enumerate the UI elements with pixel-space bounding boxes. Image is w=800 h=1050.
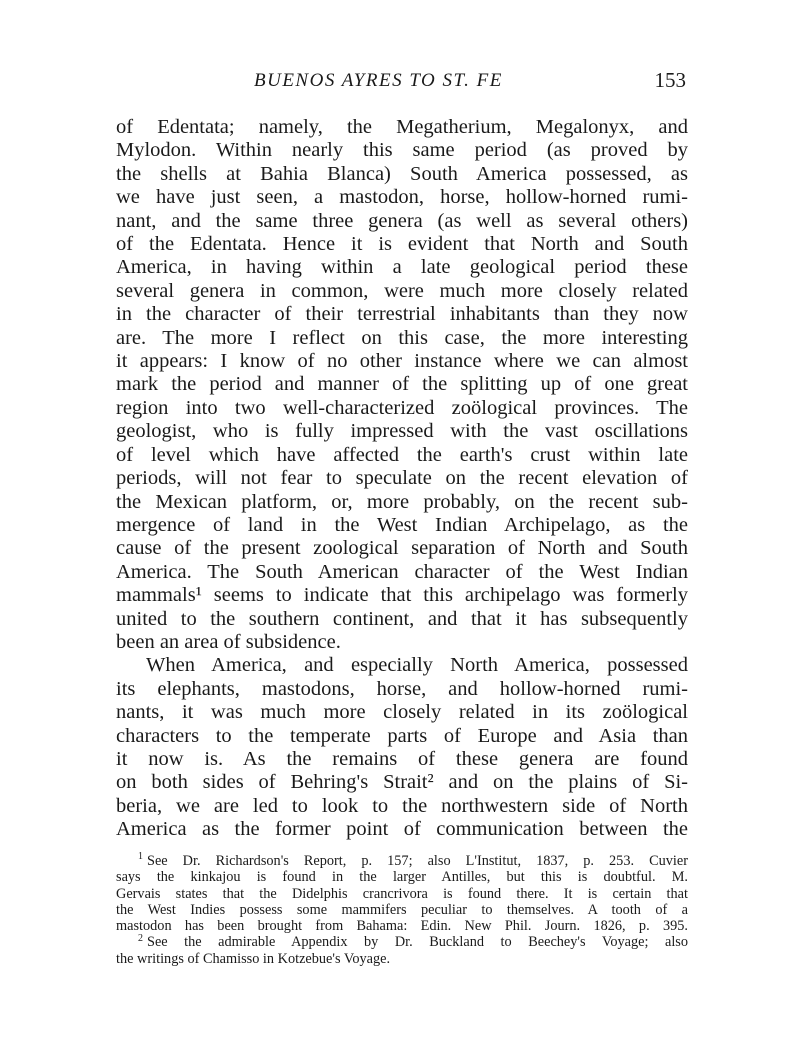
text-line: been an area of subsidence. bbox=[116, 630, 341, 653]
page-header bbox=[118, 68, 686, 98]
text-line: in the character of their terrestrial inhabitants than they now bbox=[116, 303, 688, 326]
paragraph-1 bbox=[116, 116, 688, 654]
text-line: united to the southern continent, and that it has subsequently bbox=[116, 607, 688, 630]
text-line: America as the former point of communication between the bbox=[116, 818, 688, 841]
footnote-2 bbox=[116, 934, 688, 967]
footnotes bbox=[116, 853, 688, 967]
footnote-line: the writings of Chamisso in Kotzebue's Voyage. bbox=[116, 950, 391, 967]
text-line: the shells at Bahia Blanca) South America possessed, as bbox=[116, 162, 688, 185]
footnote-line bbox=[116, 853, 688, 869]
text-line: it now is. As the remains of these genera are found bbox=[116, 747, 688, 770]
footnote-line bbox=[116, 934, 688, 950]
paragraph-2 bbox=[116, 654, 688, 841]
text-line: Mylodon. Within nearly this same period (as proved by bbox=[116, 139, 688, 162]
text-line: nant, and the same three genera (as well as several others) bbox=[116, 209, 688, 232]
text-line: we have just seen, a mastodon, horse, hollow-horned rumi- bbox=[116, 186, 688, 209]
text-line: region into two well-characterized zoölogical provinces. The bbox=[116, 396, 688, 419]
text-line: characters to the temperate parts of Europe and Asia than bbox=[116, 724, 688, 747]
footnote-line: mastodon has been brought from Bahama: Edin. New Phil. Journ. 1826, p. 395. bbox=[116, 918, 688, 935]
footnote-mark: 1 bbox=[138, 851, 143, 863]
footnote-line: says the kinkajou is found in the larger Antilles, but this is doubtful. M. bbox=[116, 869, 688, 886]
text-line: mark the period and manner of the splitting up of one great bbox=[116, 373, 688, 396]
footnote-text: See Dr. Richardson's Report, p. 157; also L'Institut, 1837, p. 253. Cuvier bbox=[147, 853, 688, 869]
text-line: mergence of land in the West Indian Archipelago, as the bbox=[116, 513, 688, 536]
text-line: it appears: I know of no other instance where we can almost bbox=[116, 350, 688, 373]
text-line: are. The more I reflect on this case, the more interesting bbox=[116, 326, 688, 349]
body-text bbox=[116, 116, 688, 842]
text-line: of the Edentata. Hence it is evident that North and South bbox=[116, 233, 688, 256]
text-line: mammals¹ seems to indicate that this archipelago was formerly bbox=[116, 584, 688, 607]
text-line: geologist, who is fully impressed with the vast oscillations bbox=[116, 420, 688, 443]
footnote-text: See the admirable Appendix by Dr. Buckland to Beechey's Voyage; also bbox=[147, 934, 688, 951]
footnote-line: the West Indies possess some mammifers peculiar to themselves. A tooth of a bbox=[116, 901, 688, 918]
text-line: America, in having within a late geological period these bbox=[116, 256, 688, 279]
text-line: America. The South American character of the West Indian bbox=[116, 560, 688, 583]
text-line: When America, and especially North America, possessed bbox=[146, 654, 688, 677]
text-line: on both sides of Behring's Strait² and on the plains of Si- bbox=[116, 771, 688, 794]
text-line: of level which have affected the earth's crust within late bbox=[116, 443, 688, 466]
running-title: BUENOS AYRES TO ST. FE bbox=[254, 70, 503, 91]
footnote-1 bbox=[116, 853, 688, 934]
text-line: beria, we are led to look to the northwestern side of North bbox=[116, 794, 688, 817]
text-line: periods, will not fear to speculate on the recent elevation of bbox=[116, 467, 688, 490]
page-number: 153 bbox=[654, 68, 686, 92]
text-line: nants, it was much more closely related in its zoölogical bbox=[116, 701, 688, 724]
text-line: several genera in common, were much more closely related bbox=[116, 279, 688, 302]
text-line: the Mexican platform, or, more probably, on the recent sub- bbox=[116, 490, 688, 513]
text-line: its elephants, mastodons, horse, and hollow-horned rumi- bbox=[116, 677, 688, 700]
text-line: of Edentata; namely, the Megatherium, Megalonyx, and bbox=[116, 116, 688, 138]
text-line: cause of the present zoological separation of North and South bbox=[116, 537, 688, 560]
footnote-mark: 2 bbox=[138, 932, 143, 944]
footnote-line: Gervais states that the Didelphis crancrivora is found there. It is certain that bbox=[116, 885, 688, 902]
